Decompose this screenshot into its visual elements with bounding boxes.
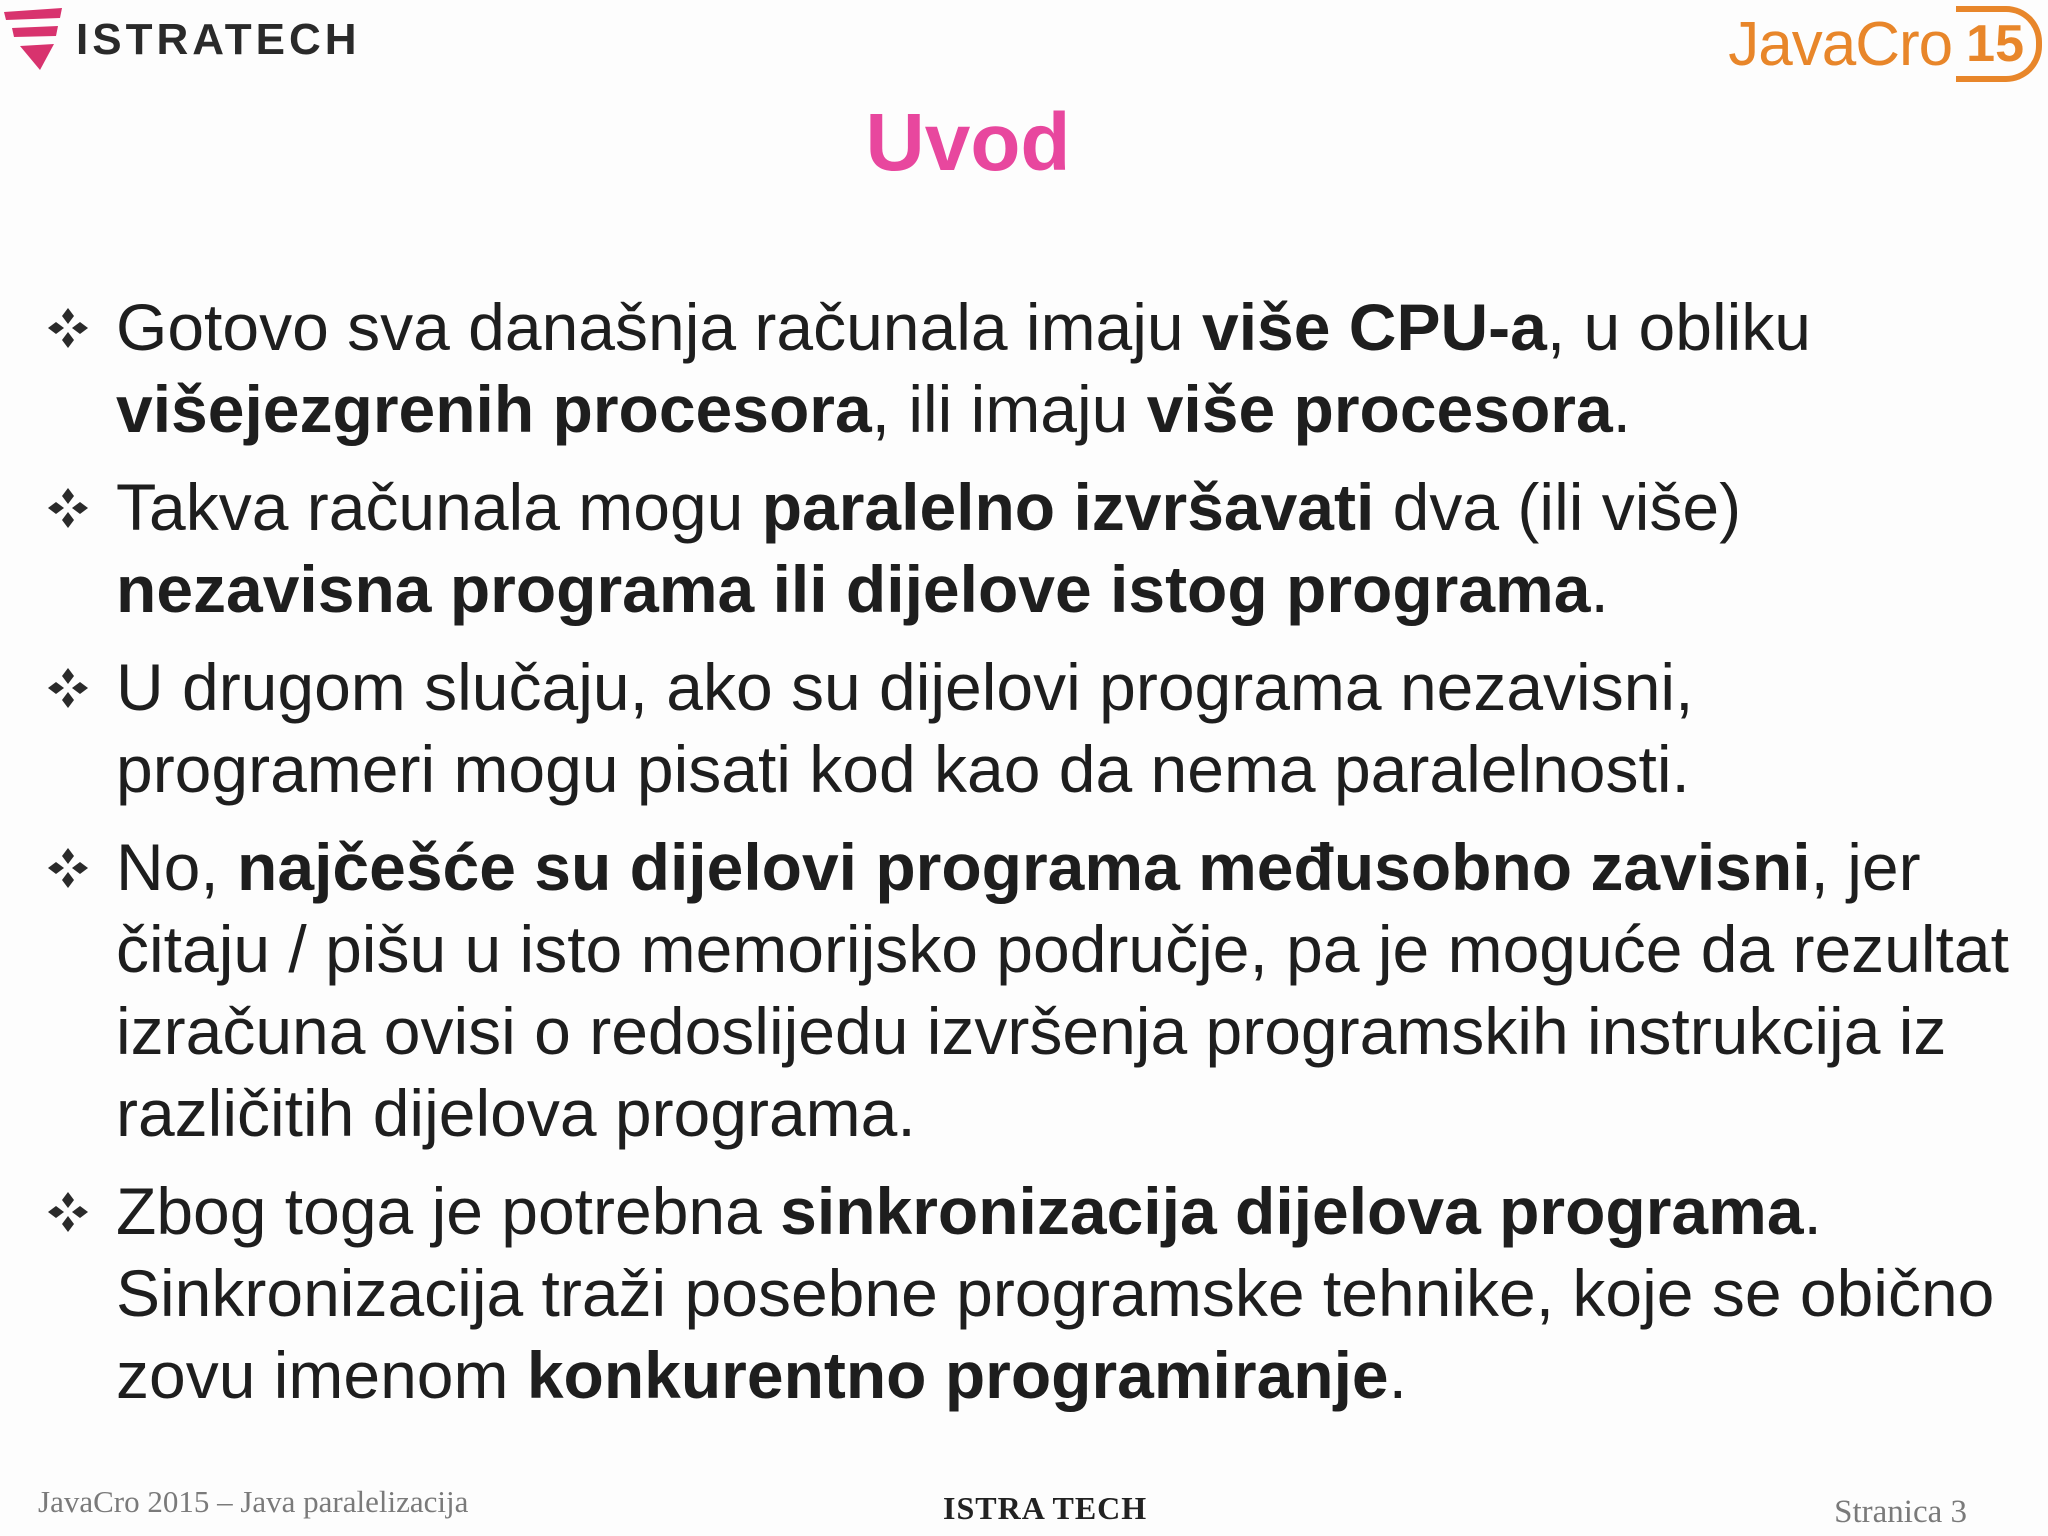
bullet-item bbox=[46, 466, 2016, 630]
bullet-item bbox=[46, 646, 2016, 810]
text-segment: . Sinkronizacija traži posebne programske tehnike, koje se obično zovu imenom bbox=[116, 1174, 1995, 1412]
diamond-bullet-icon bbox=[46, 646, 116, 730]
bullet-text bbox=[116, 466, 2016, 630]
bold-text: konkurentno programiranje bbox=[526, 1338, 1389, 1412]
bullet-item bbox=[46, 1170, 2016, 1416]
bullet-text bbox=[116, 646, 2016, 810]
bullet-item bbox=[46, 286, 2016, 450]
bullet-text bbox=[116, 286, 2016, 450]
slide-title bbox=[0, 96, 2048, 190]
bold-text: više procesora bbox=[1146, 372, 1613, 446]
javacro-logo-badge: 15 bbox=[1956, 6, 2042, 82]
bold-text: više CPU-a bbox=[1201, 290, 1547, 364]
text-segment: dva (ili više) bbox=[1374, 470, 1742, 544]
bold-text: višejezgrenih procesora bbox=[116, 372, 872, 446]
text-segment: . bbox=[1612, 372, 1631, 446]
text-segment: . bbox=[1388, 1338, 1407, 1412]
bold-text: sinkronizacija dijelova programa bbox=[780, 1174, 1804, 1248]
text-segment: No, bbox=[116, 830, 238, 904]
bullet-text bbox=[116, 1170, 2016, 1416]
bullet-text bbox=[116, 826, 2016, 1154]
text-segment: , u obliku bbox=[1546, 290, 1811, 364]
slide-title-text: Uvod bbox=[865, 97, 1071, 188]
diamond-bullet-icon bbox=[46, 1170, 116, 1254]
istratech-logo-icon bbox=[4, 8, 62, 70]
istratech-logo-text: ISTRATECH bbox=[76, 15, 361, 64]
text-segment: Takva računala mogu bbox=[116, 470, 762, 544]
text-segment: Gotovo sva današnja računala imaju bbox=[116, 290, 1202, 364]
text-segment: U drugom slučaju, ako su dijelovi programa nezavisni, programeri mogu pisati kod kao da nema paralelnosti. bbox=[116, 650, 1694, 806]
bold-text: paralelno izvršavati bbox=[761, 470, 1375, 544]
text-segment: Zbog toga je potrebna bbox=[116, 1174, 781, 1248]
footer-company: ISTRA TECH bbox=[943, 1490, 1148, 1526]
javacro-logo-text: JavaCro bbox=[1728, 9, 1953, 79]
diamond-bullet-icon bbox=[46, 466, 116, 550]
bold-text: najčešće su dijelovi programa međusobno zavisni bbox=[237, 830, 1811, 904]
text-segment: , ili imaju bbox=[871, 372, 1147, 446]
diamond-bullet-icon bbox=[46, 826, 116, 910]
diamond-bullet-icon bbox=[46, 286, 116, 370]
footer-presentation-name: JavaCro 2015 – Java paralelizacija bbox=[38, 1484, 469, 1519]
bullet-list bbox=[46, 286, 2016, 1432]
text-segment: , jer čitaju / pišu u isto memorijsko područje, pa je moguće da rezultat izračuna ovisi o redoslijedu izvršenja programskih instrukcija iz različitih dijelova programa. bbox=[116, 830, 2009, 1150]
text-segment: . bbox=[1590, 552, 1609, 626]
istratech-logo bbox=[4, 6, 361, 72]
bold-text: nezavisna programa ili dijelove istog programa bbox=[116, 552, 1591, 626]
footer-page-number: Stranica 3 bbox=[1834, 1494, 1967, 1530]
javacro-logo bbox=[1728, 6, 2042, 82]
bullet-item bbox=[46, 826, 2016, 1154]
